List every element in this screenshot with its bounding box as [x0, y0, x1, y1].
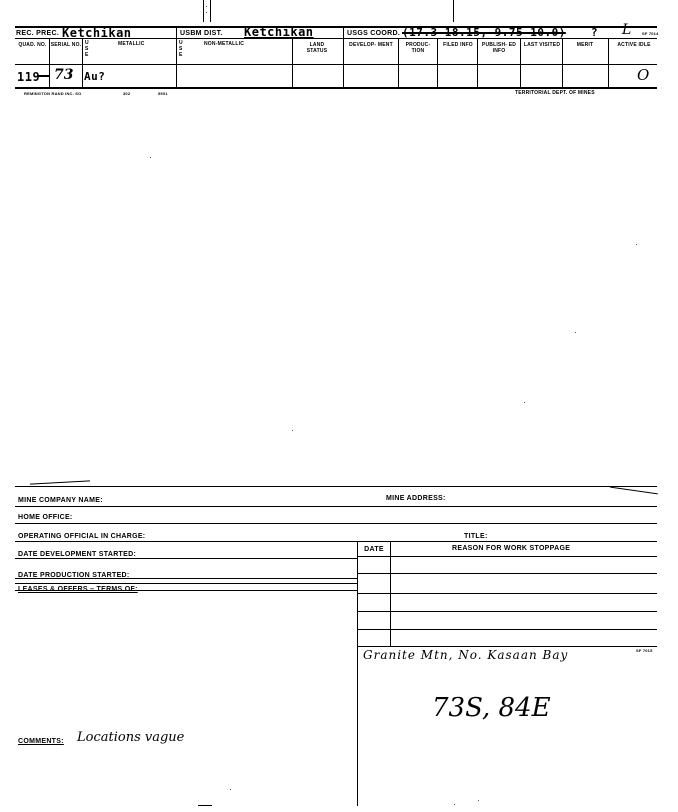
reason-column-header: REASON FOR WORK STOPPAGE — [452, 545, 571, 552]
speck — [230, 789, 231, 790]
col-divider — [437, 38, 438, 87]
department-imprint: TERRITORIAL DEPT. OF MINES — [515, 90, 595, 96]
usgs-coord-mark: ? — [591, 26, 599, 39]
comments-value: Locations vague — [77, 730, 185, 745]
rule — [15, 87, 657, 89]
header-development: DEVELOP- MENT — [349, 42, 393, 48]
rule — [15, 523, 657, 524]
leases-offers-label: LEASES & OFFERS – TERMS OF: — [18, 586, 138, 593]
home-office-label: HOME OFFICE: — [18, 514, 73, 521]
col-divider — [176, 26, 177, 87]
speck — [150, 157, 151, 158]
title-label: TITLE: — [464, 533, 488, 540]
speck — [478, 800, 479, 801]
speck — [206, 12, 207, 13]
operating-official-label: OPERATING OFFICIAL IN CHARGE: — [18, 533, 146, 540]
col-divider — [343, 26, 344, 87]
header-production: PRODUC- TION — [405, 42, 431, 54]
speck — [524, 402, 525, 403]
col-divider — [562, 38, 563, 87]
rule — [15, 558, 357, 559]
top-edge-mark — [210, 0, 211, 22]
col-divider — [357, 541, 358, 806]
date-development-label: DATE DEVELOPMENT STARTED: — [18, 551, 137, 558]
header-non-metallic: NON-METALLIC — [204, 41, 245, 47]
col-divider — [82, 38, 83, 87]
speck — [575, 332, 576, 333]
date-production-label: DATE PRODUCTION STARTED: — [18, 572, 130, 579]
speck — [636, 244, 637, 245]
col-divider — [292, 38, 293, 87]
header-use-metallic: U S E — [85, 40, 89, 58]
form-number: SF 7014 — [642, 31, 659, 36]
header-published-info: PUBLISH- ED INFO — [481, 42, 517, 54]
header-merit: MERIT — [576, 42, 594, 48]
date-column-header: DATE — [364, 546, 384, 553]
col-divider — [477, 38, 478, 87]
edge-mark — [198, 805, 212, 806]
serial-no-value: 73 — [54, 67, 74, 83]
metallic-value: Au? — [84, 70, 106, 83]
rule — [357, 573, 657, 574]
comments-label: COMMENTS: — [18, 738, 64, 745]
usbm-dist-label: USBM DIST. — [180, 30, 223, 37]
location-note: Granite Mtn, No. Kasaan Bay — [363, 648, 569, 662]
rule — [357, 629, 657, 630]
col-divider — [520, 38, 521, 87]
rule — [15, 486, 657, 487]
speck — [292, 430, 293, 431]
rule — [357, 611, 657, 612]
rule — [15, 506, 657, 507]
header-serial-no: SERIAL NO. — [50, 42, 82, 48]
quad-no-value: 119 — [17, 70, 41, 84]
mine-company-name-label: MINE COMPANY NAME: — [18, 497, 103, 504]
top-edge-mark — [203, 0, 204, 22]
printer-imprint: REMINGTON RAND INC. SO — [24, 91, 82, 96]
usgs-coord-label: USGS COORD. — [347, 30, 401, 37]
usbm-dist-value: Ketchikan — [244, 25, 314, 39]
printer-code: 302 — [123, 91, 131, 96]
header-land-status: LAND STATUS — [306, 42, 328, 54]
header-filed-info: FILED INFO — [443, 42, 473, 48]
rule — [15, 64, 657, 65]
dash-mark — [38, 75, 50, 77]
active-idle-mark: O — [637, 66, 650, 84]
col-divider — [390, 541, 391, 646]
rule — [357, 593, 657, 594]
corner-mark: L — [622, 22, 632, 38]
township-range: 73S, 84E — [432, 693, 551, 723]
rule — [15, 583, 357, 584]
rule — [357, 556, 657, 557]
usgs-coord-value: (17.3-18.15, 9.75-10.0) — [402, 26, 566, 39]
rec-prec-value: Ketchikan — [62, 26, 132, 40]
header-quad-no: QUAD. NO. — [18, 42, 47, 48]
header-metallic: METALLIC — [118, 41, 145, 47]
top-edge-mark — [453, 0, 454, 22]
form-number: SF 7015 — [636, 648, 653, 653]
header-last-visited: LAST VISITED — [523, 42, 561, 48]
col-divider — [608, 38, 609, 87]
rule — [357, 646, 657, 647]
edge-mark — [30, 480, 90, 484]
mine-address-label: MINE ADDRESS: — [386, 495, 446, 502]
speck — [206, 6, 207, 7]
header-active-idle: ACTIVE IDLE — [617, 42, 651, 48]
rule — [15, 541, 657, 542]
edge-mark — [610, 487, 658, 495]
header-use-nonmetallic: U S E — [179, 40, 183, 58]
rec-prec-label: REC. PREC. — [16, 30, 60, 37]
speck — [454, 804, 455, 805]
printer-code: 5501 — [158, 91, 168, 96]
